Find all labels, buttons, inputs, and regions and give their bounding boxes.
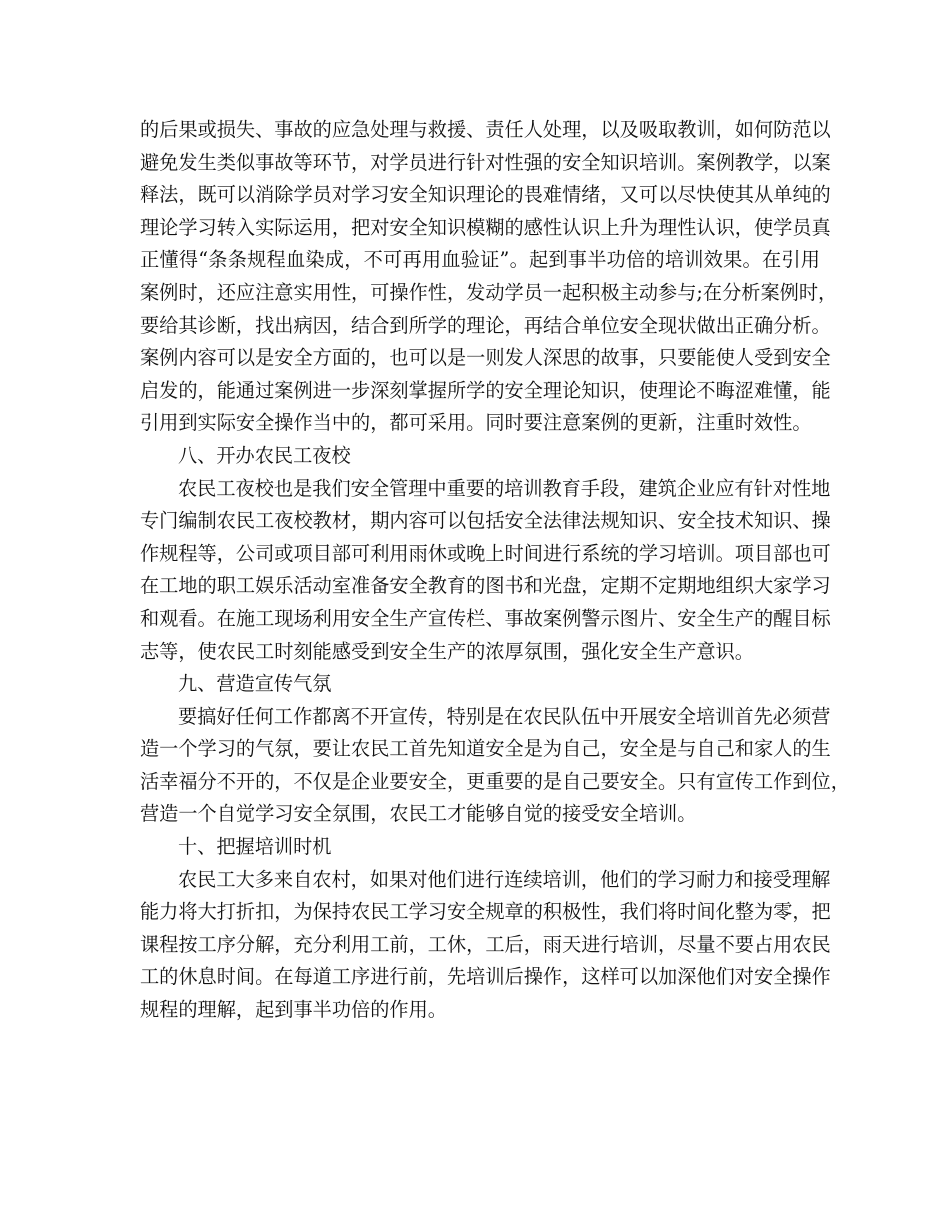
text-line: 农民工夜校也是我们安全管理中重要的培训教育手段，建筑企业应有针对性地 bbox=[178, 476, 831, 500]
text-line: 和观看。在施工现场利用安全生产宣传栏、事故案例警示图片、安全生产的醒目标 bbox=[140, 606, 831, 630]
text-line: 活幸福分不开的，不仅是企业要安全，更重要的是自己要安全。只有宣传工作到位， bbox=[140, 769, 850, 793]
text-line: 释法，既可以消除学员对学习安全知识理论的畏难情绪，又可以尽快使其从单纯的 bbox=[140, 183, 831, 207]
text-line: 农民工大多来自农村，如果对他们进行连续培训，他们的学习耐力和接受理解 bbox=[178, 867, 831, 891]
text-line: 专门编制农民工夜校教材，期内容可以包括安全法律法规知识、安全技术知识、操 bbox=[140, 509, 831, 533]
document-body bbox=[140, 114, 850, 1027]
section-heading: 八、开办农民工夜校 bbox=[178, 443, 351, 467]
text-line: 课程按工序分解，充分利用工前，工休，工后，雨天进行培训，尽量不要占用农民 bbox=[140, 932, 831, 956]
section-heading: 九、营造宣传气氛 bbox=[178, 672, 332, 696]
text-line: 的后果或损失、事故的应急处理与救援、责任人处理，以及吸取教训，如何防范以 bbox=[140, 118, 831, 141]
text-line: 案例时，还应注意实用性，可操作性，发动学员一起积极主动参与;在分析案例时， bbox=[140, 280, 838, 304]
text-line: 作规程等，公司或项目部可利用雨休或晚上时间进行系统的学习培训。项目部也可 bbox=[140, 541, 831, 565]
text-line: 规程的理解，起到事半功倍的作用。 bbox=[140, 998, 447, 1022]
paragraph-publicity bbox=[140, 701, 850, 831]
text-line: 案例内容可以是安全方面的，也可以是一则发人深思的故事，只要能使人受到安全 bbox=[140, 346, 831, 370]
text-line: 理论学习转入实际运用，把对安全知识模糊的感性认识上升为理性认识，使学员真 bbox=[140, 215, 831, 239]
text-line: 工的休息时间。在每道工序进行前，先培训后操作，这样可以加深他们对安全操作 bbox=[140, 965, 831, 989]
text-line: 志等，使农民工时刻能感受到安全生产的浓厚氛围，强化安全生产意识。 bbox=[140, 639, 754, 663]
text-line: 在工地的职工娱乐活动室准备安全教育的图书和光盘，定期不定期地组织大家学习 bbox=[140, 574, 831, 598]
text-line: 要给其诊断，找出病因，结合到所学的理论，再结合单位安全现状做出正确分析。 bbox=[140, 313, 831, 337]
section-heading-publicity bbox=[140, 668, 820, 701]
text-line: 避免发生类似事故等环节，对学员进行针对性强的安全知识培训。案例教学，以案 bbox=[140, 150, 831, 174]
text-line: 能力将大打折扣，为保持农民工学习安全规章的积极性，我们将时间化整为零，把 bbox=[140, 900, 831, 924]
text-line: 引用到实际安全操作当中的，都可采用。同时要注意案例的更新，注重时效性。 bbox=[140, 411, 812, 435]
paragraph-case-teaching bbox=[140, 114, 838, 440]
text-line: 启发的，能通过案例进一步深刻掌握所学的安全理论知识，使理论不晦涩难懂，能 bbox=[140, 378, 831, 402]
section-heading: 十、把握培训时机 bbox=[178, 835, 332, 859]
paragraph-training-timing bbox=[140, 864, 831, 1027]
text-line: 要搞好任何工作都离不开宣传，特别是在农民队伍中开展安全培训首先必须营 bbox=[178, 704, 831, 728]
paragraph-night-school bbox=[140, 473, 831, 669]
text-line: 造一个学习的气氛，要让农民工首先知道安全是为自己，安全是与自己和家人的生 bbox=[140, 737, 831, 761]
section-heading-night-school bbox=[140, 440, 820, 473]
text-line: 营造一个自觉学习安全氛围，农民工才能够自觉的接受安全培训。 bbox=[140, 802, 697, 826]
section-heading-training-timing bbox=[140, 831, 820, 864]
text-line: 正懂得“条条规程血染成，不可再用血验证”。起到事半功倍的培训效果。在引用 bbox=[140, 248, 820, 272]
